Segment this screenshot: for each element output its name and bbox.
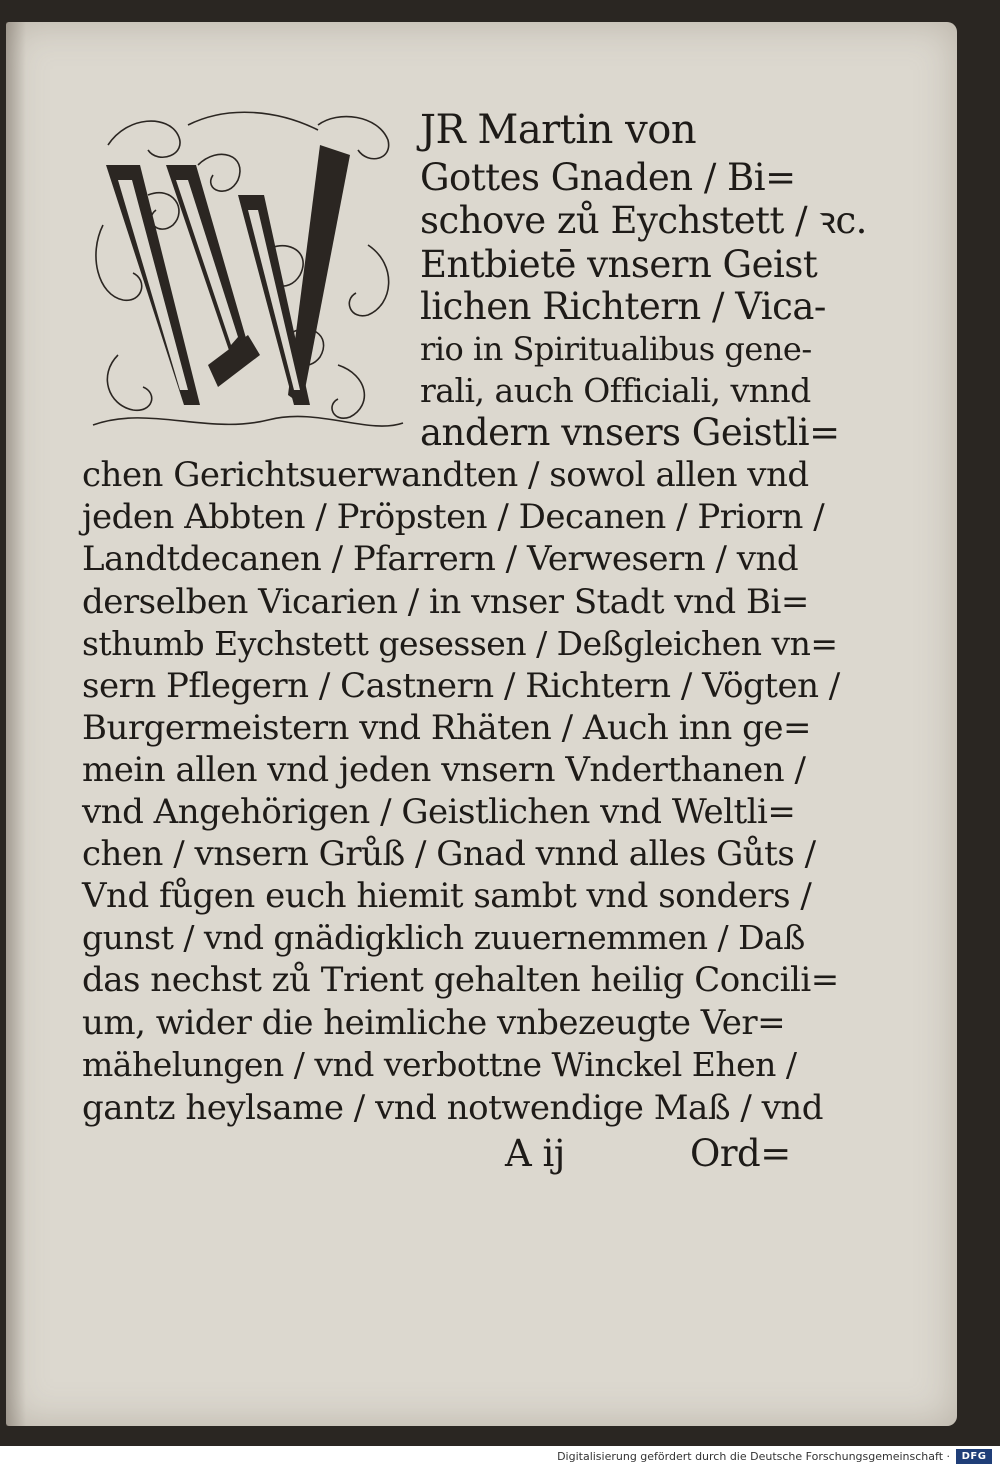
text-line: chen / vnsern Grůß / Gnad vnnd alles Gůts / — [82, 834, 816, 874]
text-line: Entbietē vnsern Geist — [420, 243, 818, 286]
text-line: jeden Abbten / Pröpsten / Decanen / Priorn / — [82, 497, 825, 537]
text-line: chen Gerichtsuerwandten / sowol allen vnd — [82, 455, 809, 495]
text-line: mein allen vnd jeden vnsern Vnderthanen / — [82, 750, 806, 790]
decorated-initial-W — [88, 105, 406, 445]
text-line: um, wider die heimliche vnbezeugte Ver= — [82, 1003, 786, 1043]
dfg-logo: DFG — [956, 1449, 992, 1464]
text-line: lichen Richtern / Vica- — [420, 285, 826, 328]
text-line: Vnd fůgen euch hiemit sambt vnd sonders / — [82, 876, 812, 916]
text-line: Burgermeistern vnd Rhäten / Auch inn ge= — [82, 708, 811, 748]
text-line: sern Pflegern / Castnern / Richtern / Vögten / — [82, 666, 840, 706]
text-line: mähelungen / vnd verbottne Winckel Ehen / — [82, 1045, 797, 1084]
text-line: JR Martin von — [420, 107, 697, 153]
page-gutter-shadow — [6, 22, 26, 1426]
signature-mark: A ij — [505, 1132, 565, 1175]
text-line: rio in Spiritualibus gene- — [420, 330, 812, 368]
footer-bar — [0, 1446, 1000, 1468]
text-line: andern vnsers Geistli= — [420, 411, 840, 454]
text-line: sthumb Eychstett gesessen / Deßgleichen vn= — [82, 624, 838, 663]
text-line: vnd Angehörigen / Geistlichen vnd Weltli= — [82, 792, 796, 832]
text-line: schove zů Eychstett / ꝛc. — [420, 199, 867, 242]
text-line: gantz heylsame / vnd notwendige Maß / vnd — [82, 1088, 823, 1128]
funding-credit: Digitalisierung gefördert durch die Deutsche Forschungsgemeinschaft · — [557, 1450, 950, 1463]
text-line: Gottes Gnaden / Bi= — [420, 156, 796, 199]
catchword: Ord= — [690, 1132, 791, 1175]
text-line: gunst / vnd gnädigklich zuuernemmen / Daß — [82, 918, 805, 957]
text-line: das nechst zů Trient gehalten heilig Concili= — [82, 960, 839, 1000]
text-line: derselben Vicarien / in vnser Stadt vnd Bi= — [82, 582, 809, 622]
text-line: rali, auch Officiali, vnnd — [420, 371, 811, 410]
text-line: Landtdecanen / Pfarrern / Verwesern / vnd — [82, 539, 799, 579]
